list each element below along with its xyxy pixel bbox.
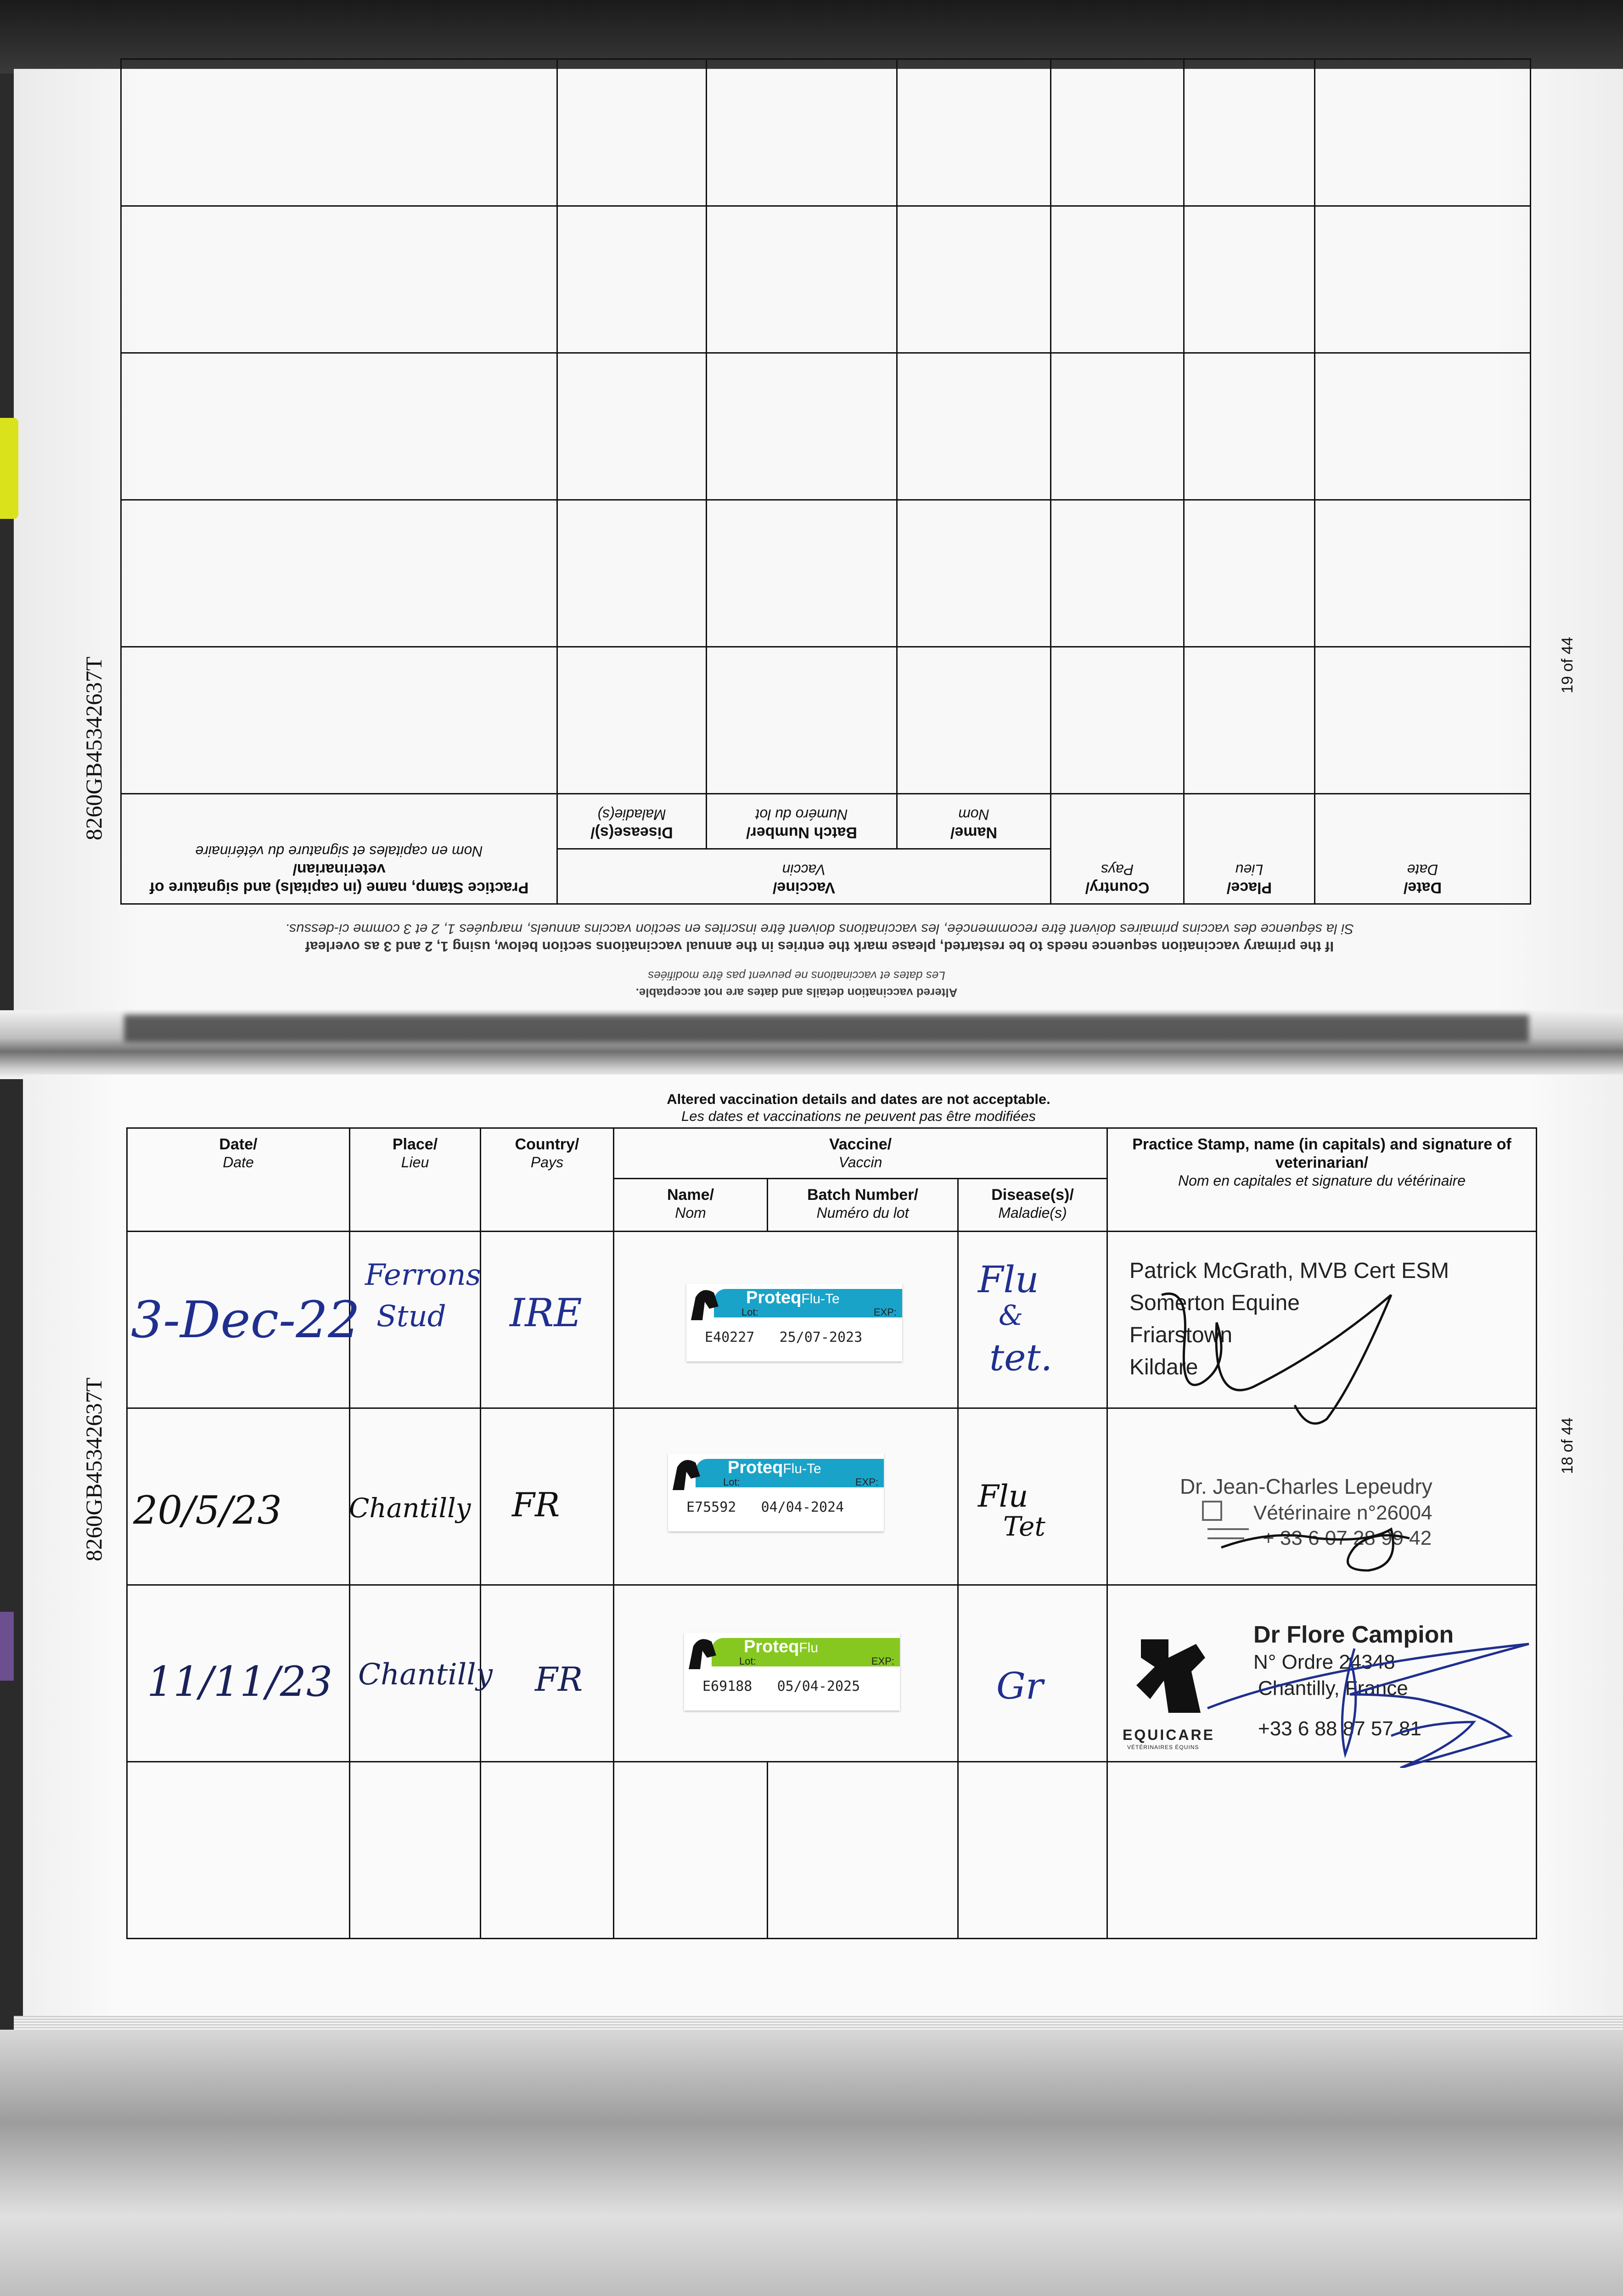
horse-head-icon bbox=[686, 1283, 723, 1325]
previous-page bbox=[14, 69, 1623, 1019]
header-country-en: Country/ bbox=[1085, 879, 1150, 896]
table-row bbox=[121, 206, 1530, 353]
header-country-fr: Pays bbox=[530, 1154, 564, 1171]
vaccine-codes bbox=[686, 1499, 844, 1515]
stamp-line: N° Ordre 24348 bbox=[1253, 1651, 1395, 1673]
exp-label: EXP: bbox=[873, 1306, 897, 1318]
notice-fr: Les dates et vaccinations ne peuvent pas être modifiées bbox=[681, 1108, 1036, 1124]
vaccine-brand bbox=[744, 1637, 818, 1657]
header-batch-fr: Numéro du lot bbox=[816, 1204, 909, 1221]
header-batch-en: Batch Number/ bbox=[746, 824, 857, 841]
brand-name: Proteq bbox=[728, 1458, 783, 1477]
lot-label: Lot: bbox=[723, 1476, 740, 1488]
scanner-background-bottom bbox=[0, 2030, 1623, 2296]
notice-en: Altered vaccination details and dates are not acceptable. bbox=[667, 1091, 1050, 1107]
table-row bbox=[121, 500, 1530, 647]
page-number: 18 of 44 bbox=[1559, 1418, 1576, 1474]
signature-1 bbox=[1134, 1267, 1419, 1433]
vaccine-codes bbox=[705, 1329, 862, 1345]
stamp-line: Friarstown bbox=[1129, 1323, 1233, 1347]
previous-page-number: 19 of 44 bbox=[1559, 637, 1576, 693]
header-batch bbox=[768, 1179, 958, 1232]
header-place bbox=[350, 1128, 481, 1232]
header-country-fr: Pays bbox=[1101, 861, 1134, 878]
brand-variant: Flu-Te bbox=[783, 1461, 821, 1476]
header-date-en: Date/ bbox=[219, 1136, 258, 1153]
header-vaccine bbox=[557, 849, 1050, 904]
entry-1-disease-line1: Flu bbox=[978, 1258, 1039, 1301]
header-country-en: Country/ bbox=[515, 1136, 579, 1153]
header-date-fr: Date bbox=[223, 1154, 254, 1171]
entry-2-date: 20/5/23 bbox=[133, 1488, 282, 1533]
vaccine-brand bbox=[728, 1458, 821, 1478]
header-date bbox=[127, 1128, 350, 1232]
stamp-line: Chantilly, France bbox=[1258, 1677, 1408, 1699]
header-disease bbox=[958, 1179, 1107, 1232]
header-place-fr: Lieu bbox=[1235, 861, 1264, 878]
header-name-fr: Nom bbox=[958, 806, 989, 823]
stamp-line: + 33 6 07 28 99 42 bbox=[1263, 1527, 1432, 1549]
yellow-bookmark-tab bbox=[0, 418, 18, 519]
header-date-fr: Date bbox=[1407, 861, 1438, 878]
header-place bbox=[1184, 794, 1315, 904]
entry-2-country: FR bbox=[512, 1486, 560, 1524]
header-batch bbox=[707, 794, 897, 849]
header-stamp-en: Practice Stamp, name (in capitals) and signature of veterinarian/ bbox=[1132, 1136, 1511, 1171]
stamp-line: Dr Flore Campion bbox=[1253, 1621, 1454, 1648]
header-name bbox=[897, 794, 1051, 849]
stamp-line: Kildare bbox=[1129, 1355, 1198, 1379]
previous-notice-en: Altered vaccination details and dates are not acceptable. bbox=[635, 986, 958, 1000]
vaccine-codes bbox=[702, 1678, 860, 1694]
primary-note-en: If the primary vaccination sequence needs to be restarted, please mark the entries in the annual vaccinations section below, using 1, 2 and 3 as overleaf bbox=[305, 939, 1334, 955]
header-stamp bbox=[1107, 1128, 1537, 1232]
header-vaccine-fr: Vaccin bbox=[838, 1154, 882, 1171]
fold-shadow bbox=[124, 1015, 1529, 1042]
header-name bbox=[614, 1179, 768, 1232]
horse-head-icon bbox=[684, 1632, 721, 1674]
expiry-date: 05/04-2025 bbox=[777, 1678, 860, 1694]
entry-2-disease-line1: Flu bbox=[978, 1479, 1028, 1514]
entry-1-date: 3-Dec-22 bbox=[131, 1290, 360, 1349]
header-stamp bbox=[121, 794, 557, 904]
lot-label: Lot: bbox=[739, 1655, 756, 1667]
entry-1-place-line1: Ferrons bbox=[365, 1258, 481, 1292]
header-vaccine-fr: Vaccin bbox=[782, 861, 826, 878]
header-batch-fr: Numéro du lot bbox=[755, 806, 848, 823]
header-disease-en: Disease(s)/ bbox=[590, 824, 673, 841]
header-stamp-fr: Nom en capitales et signature du vétérinaire bbox=[1178, 1172, 1466, 1189]
horse-id: 8260GB45342637T bbox=[81, 1378, 107, 1561]
previous-vaccination-table bbox=[120, 58, 1531, 905]
header-vaccine-en: Vaccine/ bbox=[829, 1136, 892, 1153]
entry-3-date: 11/11/23 bbox=[147, 1658, 333, 1706]
horse-head-icon bbox=[668, 1453, 705, 1495]
entry-3-disease: Gr bbox=[996, 1665, 1044, 1707]
entry-2-disease-line2: Tet bbox=[1003, 1511, 1045, 1542]
current-page bbox=[23, 1075, 1623, 2020]
header-batch-en: Batch Number/ bbox=[807, 1186, 918, 1204]
table-row bbox=[121, 647, 1530, 794]
header-disease bbox=[557, 794, 706, 849]
entry-1-country: IRE bbox=[510, 1290, 582, 1335]
brand-variant: Flu bbox=[799, 1640, 819, 1655]
entry-2-place: Chantilly bbox=[349, 1492, 471, 1524]
header-disease-en: Disease(s)/ bbox=[991, 1186, 1074, 1204]
header-name-fr: Nom bbox=[675, 1204, 706, 1221]
header-stamp-en: Practice Stamp, name (in capitals) and signature of veterinarian/ bbox=[149, 861, 529, 896]
header-disease-fr: Maladie(s) bbox=[998, 1204, 1067, 1221]
header-place-en: Place/ bbox=[392, 1136, 438, 1153]
stamp-line: +33 6 88 87 57 81 bbox=[1258, 1717, 1421, 1740]
expiry-date: 25/07-2023 bbox=[779, 1329, 863, 1345]
entry-2-vaccine-label bbox=[668, 1453, 884, 1531]
header-place-en: Place/ bbox=[1226, 879, 1272, 896]
entry-1-disease-line3: tet. bbox=[989, 1336, 1053, 1379]
entry-3-vaccine-label bbox=[684, 1632, 900, 1711]
entry-3-country: FR bbox=[535, 1660, 583, 1699]
batch-number: E40227 bbox=[705, 1329, 755, 1345]
batch-number: E69188 bbox=[702, 1678, 753, 1694]
exp-label: EXP: bbox=[871, 1655, 894, 1667]
previous-page-notice bbox=[475, 967, 1118, 1001]
signature-3 bbox=[1198, 1630, 1547, 1768]
previous-page-rotated-content bbox=[14, 69, 1623, 1019]
stamp-logo-subtext: VÉTÉRINAIRES ÉQUINS bbox=[1127, 1744, 1199, 1750]
stamp-line: Dr. Jean-Charles Lepeudry bbox=[1180, 1474, 1432, 1498]
previous-horse-id: 8260GB45342637T bbox=[81, 657, 107, 840]
header-disease-fr: Maladie(s) bbox=[597, 806, 666, 823]
header-country bbox=[1051, 794, 1184, 904]
header-date-en: Date/ bbox=[1403, 879, 1442, 896]
previous-notice-fr: Les dates et vaccinations ne peuvent pas être modifiées bbox=[648, 969, 945, 983]
header-name-en: Name/ bbox=[667, 1186, 714, 1204]
header-date bbox=[1315, 794, 1531, 904]
stamp-logo-text: EQUICARE bbox=[1123, 1727, 1215, 1743]
exp-label: EXP: bbox=[855, 1476, 878, 1488]
stamp-line: Somerton Equine bbox=[1129, 1291, 1300, 1315]
entry-1-disease-line2: & bbox=[999, 1300, 1023, 1332]
entry-1-place-line2: Stud bbox=[376, 1300, 446, 1334]
header-place-fr: Lieu bbox=[401, 1154, 429, 1171]
primary-sequence-note bbox=[223, 920, 1416, 955]
table-row bbox=[121, 353, 1530, 500]
signature-2 bbox=[1217, 1502, 1419, 1575]
purple-bookmark-tab bbox=[0, 1612, 14, 1681]
expiry-date: 04/04-2024 bbox=[761, 1499, 844, 1515]
vaccine-brand bbox=[746, 1288, 840, 1308]
header-stamp-fr: Nom en capitales et signature du vétérinaire bbox=[195, 843, 483, 860]
stamp-line: Patrick McGrath, MVB Cert ESM bbox=[1129, 1259, 1449, 1283]
table-row bbox=[121, 59, 1530, 206]
brand-variant: Flu-Te bbox=[801, 1291, 840, 1306]
lot-label: Lot: bbox=[741, 1306, 758, 1318]
header-vaccine-en: Vaccine/ bbox=[772, 879, 836, 896]
header-vaccine bbox=[614, 1128, 1107, 1179]
primary-note-fr: Si la séquence des vaccins primaires doivent être recommencée, les vaccinations doivent être inscrites en section vaccins annuels, marquées 1, 2 et 3 comme ci-dessus. bbox=[285, 921, 1354, 937]
stamp-line: Vétérinaire n°26004 bbox=[1253, 1502, 1432, 1524]
entry-3-place: Chantilly bbox=[358, 1658, 493, 1692]
brand-name: Proteq bbox=[744, 1637, 799, 1656]
header-name-en: Name/ bbox=[950, 824, 998, 841]
header-country bbox=[481, 1128, 614, 1232]
alteration-notice bbox=[537, 1091, 1180, 1125]
brand-name: Proteq bbox=[746, 1288, 802, 1307]
batch-number: E75592 bbox=[686, 1499, 736, 1515]
table-row bbox=[127, 1762, 1537, 1939]
entry-1-vaccine-label bbox=[686, 1283, 902, 1362]
